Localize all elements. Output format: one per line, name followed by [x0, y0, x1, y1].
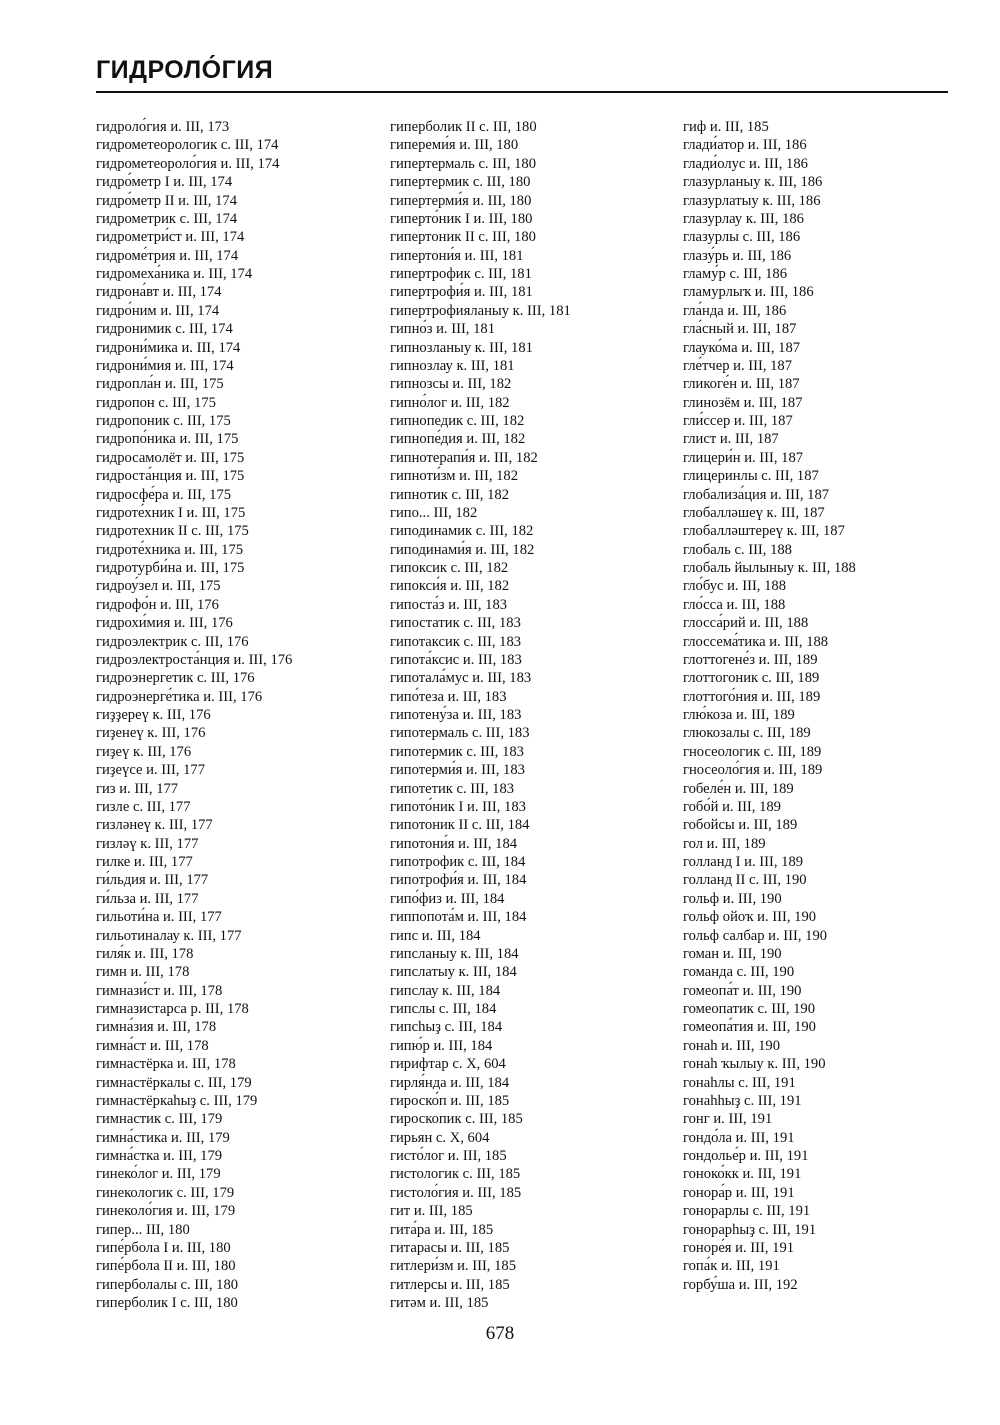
index-entry: гипотрофи́я и. III, 184	[390, 872, 527, 889]
page-header-title: ГИДРОЛО́ГИЯ	[96, 56, 274, 84]
index-entry: гиҙенеү к. III, 176	[96, 725, 206, 742]
index-entry: гипотермик с. III, 183	[390, 743, 524, 760]
index-entry: гиз и. III, 177	[96, 780, 179, 797]
index-entry: гидрони́мика и. III, 174	[96, 339, 241, 356]
index-entry: гинеко́лог и. III, 179	[96, 1166, 221, 1183]
index-entry: гопа́к и. III, 191	[683, 1258, 780, 1275]
index-entry: гиҙеүсе и. III, 177	[96, 762, 205, 779]
index-entry: гобеле́н и. III, 189	[683, 780, 794, 797]
index-entry: гле́тчер и. III, 187	[683, 357, 793, 374]
index-entry: гидроте́хник I и. III, 175	[96, 504, 246, 521]
index-entry: гидротурби́на и. III, 175	[96, 560, 245, 576]
index-entry: гироско́п и. III, 185	[390, 1092, 510, 1109]
index-entry: гимнастик с. III, 179	[96, 1111, 223, 1128]
index-entry: гиподинами́я и. III, 182	[390, 541, 535, 558]
index-entry: гипото́ник I и. III, 183	[390, 798, 526, 815]
index-entry: гита́ра и. III, 185	[390, 1221, 494, 1238]
index-entry: глюкозалы с. III, 189	[683, 725, 811, 742]
index-entry: гимнази́ст и. III, 178	[96, 982, 223, 999]
index-entry: глоттогоник с. III, 189	[683, 670, 820, 687]
index-entry: гидроме́трия и. III, 174	[96, 247, 239, 264]
index-entry: гистоло́гия и. III, 185	[390, 1184, 522, 1201]
index-entry: гиперболик II с. III, 180	[390, 119, 537, 135]
index-entry: гипо́теза и. III, 183	[390, 688, 507, 705]
index-entry: гимнастёрка и. III, 178	[96, 1056, 236, 1073]
index-entry: гидронимик с. III, 174	[96, 321, 233, 338]
index-entry: гольф и. III, 190	[683, 890, 782, 907]
index-entry: гиперболалы с. III, 180	[96, 1276, 239, 1293]
index-entry: глоттого́ния и. III, 189	[683, 688, 821, 705]
index-entry: гисто́лог и. III, 185	[390, 1148, 507, 1164]
index-entry: гимна́стка и. III, 179	[96, 1148, 223, 1164]
index-entry: гипотермаль с. III, 183	[390, 725, 530, 742]
index-entry: гидроэлектрик с. III, 176	[96, 633, 249, 650]
index-entry: гиподинамик с. III, 182	[390, 523, 534, 540]
index-entry: гипота́ксис и. III, 183	[390, 651, 522, 668]
index-entry: гоноре́я и. III, 191	[683, 1239, 795, 1256]
index-entry: глобаль с. III, 188	[683, 541, 792, 558]
index-entry: ги́льза и. III, 177	[96, 890, 199, 907]
index-entry: гипотерми́я и. III, 183	[390, 762, 525, 779]
index-entry: гидрометеорологик с. III, 174	[96, 137, 279, 154]
index-entry: гипнопедик с. III, 182	[390, 413, 525, 429]
index-entry: глю́коза и. III, 189	[683, 707, 795, 723]
index-entry: гизле с. III, 177	[96, 798, 191, 815]
index-entry: глади́атор и. III, 186	[683, 137, 807, 154]
index-entry: гобойсы и. III, 189	[683, 817, 798, 834]
index-entry: гимнастёркаһыҙ с. III, 179	[96, 1092, 258, 1109]
index-entry: гирьян с. X, 604	[390, 1129, 490, 1146]
index-entry: гипостатик с. III, 183	[390, 615, 521, 632]
index-entry: гипертони́я и. III, 181	[390, 247, 524, 264]
index-entry: глоттогене́з и. III, 189	[683, 651, 818, 668]
index-entry: гольф ойоҡ и. III, 190	[683, 909, 817, 926]
index-entry: гимнастёркалы с. III, 179	[96, 1074, 252, 1091]
index-entry: гламурлыҡ и. III, 186	[683, 284, 814, 301]
index-entry: гол и. III, 189	[683, 835, 766, 852]
index-entry: гипноти́зм и. III, 182	[390, 468, 519, 485]
index-entry: глицеринлы с. III, 187	[683, 468, 819, 485]
index-entry: гитлерсы и. III, 185	[390, 1276, 510, 1293]
index-entry: гистологик с. III, 185	[390, 1166, 521, 1183]
index-entry: гипо́физ и. III, 184	[390, 890, 505, 907]
index-entry: глазурлатыу к. III, 186	[683, 192, 821, 209]
index-entry: гидропоник с. III, 175	[96, 413, 231, 429]
index-entry: гомеопа́тия и. III, 190	[683, 1019, 816, 1036]
index-entry: гобо́й и. III, 189	[683, 798, 781, 815]
index-entry: гипе́рбола I и. III, 180	[96, 1239, 231, 1256]
index-entry: голланд II с. III, 190	[683, 872, 807, 889]
index-entry: глазурлы с. III, 186	[683, 229, 801, 246]
index-entry: гоноко́кк и. III, 191	[683, 1166, 802, 1183]
index-entry: гипнозсы и. III, 182	[390, 376, 512, 393]
index-entry: гильоти́на и. III, 177	[96, 909, 222, 926]
index-column-3	[683, 118, 856, 1294]
index-entry: гипно́лог и. III, 182	[390, 394, 510, 411]
index-entry: гидроста́нция и. III, 175	[96, 468, 245, 485]
index-entry: гипнотерапи́я и. III, 182	[390, 449, 538, 466]
index-entry: гилке и. III, 177	[96, 854, 193, 870]
index-entry: гиля́к и. III, 178	[96, 945, 194, 962]
index-entry: гипертоник II с. III, 180	[390, 229, 536, 246]
index-entry: гламу́р с. III, 186	[683, 266, 788, 282]
index-entry: глинозём и. III, 187	[683, 394, 803, 411]
index-entry: гондолье́р и. III, 191	[683, 1148, 809, 1164]
index-entry: гирля́нда и. III, 184	[390, 1074, 510, 1091]
index-entry: гитарасы и. III, 185	[390, 1239, 510, 1256]
index-entry: гиперто́ник I и. III, 180	[390, 210, 533, 227]
index-entry: гольф салбар и. III, 190	[683, 927, 828, 944]
header-rule	[96, 91, 948, 93]
index-entry: гипнозлау к. III, 181	[390, 357, 515, 374]
index-entry: гит и. III, 185	[390, 1203, 473, 1220]
index-entry: гидрони́мия и. III, 174	[96, 357, 234, 374]
page-number: 678	[485, 1323, 515, 1344]
index-entry: глобалләшеү к. III, 187	[683, 504, 825, 521]
index-entry: гидрометрик с. III, 174	[96, 210, 238, 227]
index-entry: гипнопе́дия и. III, 182	[390, 431, 526, 448]
index-entry: гильотиналау к. III, 177	[96, 927, 242, 944]
index-entry: гидропо́ника и. III, 175	[96, 431, 239, 448]
index-entry: гимна́зия и. III, 178	[96, 1019, 217, 1036]
index-column-1	[96, 118, 292, 1312]
index-entry: гомеопа́т и. III, 190	[683, 982, 802, 999]
index-entry: гидротехник II с. III, 175	[96, 523, 249, 540]
index-entry: гидрохи́мия и. III, 176	[96, 615, 233, 632]
index-entry: гонаһ и. III, 190	[683, 1037, 781, 1054]
index-entry: гидроэнергетик с. III, 176	[96, 670, 255, 687]
index-entry: гносеологик с. III, 189	[683, 743, 822, 760]
index-entry: гирифтар с. X, 604	[390, 1056, 506, 1073]
index-entry: гонорарлы с. III, 191	[683, 1203, 811, 1220]
index-entry: гонаһ ҡылыу к. III, 190	[683, 1056, 826, 1073]
index-entry: гидрометри́ст и. III, 174	[96, 229, 245, 246]
index-entry: глазу́рь и. III, 186	[683, 247, 792, 264]
index-entry: гипереми́я и. III, 180	[390, 137, 519, 154]
index-entry: гидро́ним и. III, 174	[96, 302, 220, 319]
index-entry: гликоге́н и. III, 187	[683, 376, 800, 393]
index-entry: гипертерми́я и. III, 180	[390, 192, 532, 209]
index-entry: гипертермик с. III, 180	[390, 174, 531, 191]
index-entry: гипо... III, 182	[390, 504, 478, 521]
index-entry: ги́льдия и. III, 177	[96, 872, 209, 889]
index-entry: гипсланыу к. III, 184	[390, 945, 519, 962]
index-entry: гло́бус и. III, 188	[683, 578, 786, 595]
index-entry: гонаһлы с. III, 191	[683, 1074, 796, 1091]
index-entry: глади́олус и. III, 186	[683, 155, 808, 172]
index-entry: глауко́ма и. III, 187	[683, 339, 801, 356]
index-entry: гносеоло́гия и. III, 189	[683, 762, 823, 779]
index-entry: гипслы с. III, 184	[390, 1001, 497, 1017]
index-entry: гипотетик с. III, 183	[390, 780, 515, 797]
index-entry: гоманда с. III, 190	[683, 964, 795, 981]
index-entry: гидроте́хника и. III, 175	[96, 541, 244, 558]
index-entry: гомеопатик с. III, 190	[683, 1001, 816, 1017]
index-column-2	[390, 118, 571, 1312]
index-entry: гимна́ст и. III, 178	[96, 1037, 209, 1054]
index-entry: глосса́рий и. III, 188	[683, 615, 809, 632]
index-entry: гимн и. III, 178	[96, 964, 190, 981]
index-entry: гипоста́з и. III, 183	[390, 596, 508, 613]
index-entry: гонг и. III, 191	[683, 1111, 773, 1128]
index-entry: гипертрофик с. III, 181	[390, 266, 532, 282]
index-entry: гипоксик с. III, 182	[390, 560, 509, 576]
index-entry: гидроэлектроста́нция и. III, 176	[96, 651, 293, 668]
index-entry: гонора́р и. III, 191	[683, 1184, 795, 1201]
index-entry: гипслау к. III, 184	[390, 982, 501, 999]
index-entry: гидро́метр II и. III, 174	[96, 192, 237, 209]
index-entry: гонорарһыҙ с. III, 191	[683, 1221, 817, 1238]
index-entry: гипслатыу к. III, 184	[390, 964, 517, 981]
index-entry: гидрона́вт и. III, 174	[96, 284, 222, 301]
index-entry: гитлери́зм и. III, 185	[390, 1258, 516, 1275]
index-entry: гидросамолёт и. III, 175	[96, 449, 245, 466]
index-entry: гипнотик с. III, 182	[390, 486, 509, 503]
index-entry: гидроу́зел и. III, 175	[96, 578, 221, 595]
index-entry: голланд I и. III, 189	[683, 854, 804, 870]
index-entry: гла́нда и. III, 186	[683, 302, 787, 319]
index-entry: гимназистарса р. III, 178	[96, 1001, 249, 1017]
index-entry: гидрометеороло́гия и. III, 174	[96, 155, 280, 172]
index-entry: гондо́ла и. III, 191	[683, 1129, 795, 1146]
index-entry: гидроло́гия и. III, 173	[96, 119, 230, 135]
index-entry: гоман и. III, 190	[683, 945, 782, 962]
index-entry: гипнозланыу к. III, 181	[390, 339, 533, 356]
index-entry: гипсһыҙ с. III, 184	[390, 1019, 503, 1036]
index-entry: глицери́н и. III, 187	[683, 449, 804, 466]
index-entry: гитәм и. III, 185	[390, 1295, 489, 1311]
index-entry: гинеколо́гия и. III, 179	[96, 1203, 236, 1220]
index-entry: гипер... III, 180	[96, 1221, 190, 1238]
index-entry: гироскопик с. III, 185	[390, 1111, 523, 1128]
index-entry: гидропон с. III, 175	[96, 394, 216, 411]
index-entry: гидроэнерге́тика и. III, 176	[96, 688, 263, 705]
index-entry: гиперболик I с. III, 180	[96, 1295, 238, 1311]
index-entry: гинекологик с. III, 179	[96, 1184, 235, 1201]
index-entry: глазурланыу к. III, 186	[683, 174, 823, 191]
index-entry: гиф и. III, 185	[683, 119, 769, 135]
index-entry: гиппопота́м и. III, 184	[390, 909, 527, 926]
index-entry: глазурлау к. III, 186	[683, 210, 804, 227]
index-entry: гидрофо́н и. III, 176	[96, 596, 219, 613]
index-entry: гипно́з и. III, 181	[390, 321, 495, 338]
index-entry: глобализа́ция и. III, 187	[683, 486, 830, 503]
index-entry: гипю́р и. III, 184	[390, 1037, 493, 1054]
index-entry: гипотену́за и. III, 183	[390, 707, 522, 723]
index-entry: гидросфе́ра и. III, 175	[96, 486, 232, 503]
index-entry: глоссема́тика и. III, 188	[683, 633, 829, 650]
index-entry: гипотаксик с. III, 183	[390, 633, 522, 650]
index-entry: гизләнеү к. III, 177	[96, 817, 213, 834]
index-entry: гипотони́я и. III, 184	[390, 835, 518, 852]
index-entry: гипс и. III, 184	[390, 927, 481, 944]
index-entry: горбу́ша и. III, 192	[683, 1276, 798, 1293]
index-entry: гидропла́н и. III, 175	[96, 376, 224, 393]
index-entry: гипотала́мус и. III, 183	[390, 670, 532, 687]
index-entry: гипотоник II с. III, 184	[390, 817, 530, 834]
index-entry: гиҙеү к. III, 176	[96, 743, 192, 760]
index-entry: глобалләштереү к. III, 187	[683, 523, 845, 540]
index-entry: гипертрофияланыу к. III, 181	[390, 302, 571, 319]
index-entry: гло́сса и. III, 188	[683, 596, 786, 613]
index-entry: глобаль йылыныу к. III, 188	[683, 560, 856, 576]
index-entry: гимна́стика и. III, 179	[96, 1129, 230, 1146]
index-entry: гипертермаль с. III, 180	[390, 155, 536, 172]
index-entry: гидромеха́ника и. III, 174	[96, 266, 253, 282]
index-entry: гонаһһыҙ с. III, 191	[683, 1092, 802, 1109]
index-entry: гипокси́я и. III, 182	[390, 578, 510, 595]
index-entry: гла́сный и. III, 187	[683, 321, 797, 338]
index-entry: гипе́рбола II и. III, 180	[96, 1258, 236, 1275]
index-entry: гипертрофи́я и. III, 181	[390, 284, 533, 301]
index-entry: гиҙҙереү к. III, 176	[96, 707, 211, 723]
index-entry: гизләү к. III, 177	[96, 835, 199, 852]
index-entry: гли́ссер и. III, 187	[683, 413, 793, 429]
index-entry: гидро́метр I и. III, 174	[96, 174, 233, 191]
index-entry: гипотрофик с. III, 184	[390, 854, 526, 870]
index-entry: глист и. III, 187	[683, 431, 779, 448]
